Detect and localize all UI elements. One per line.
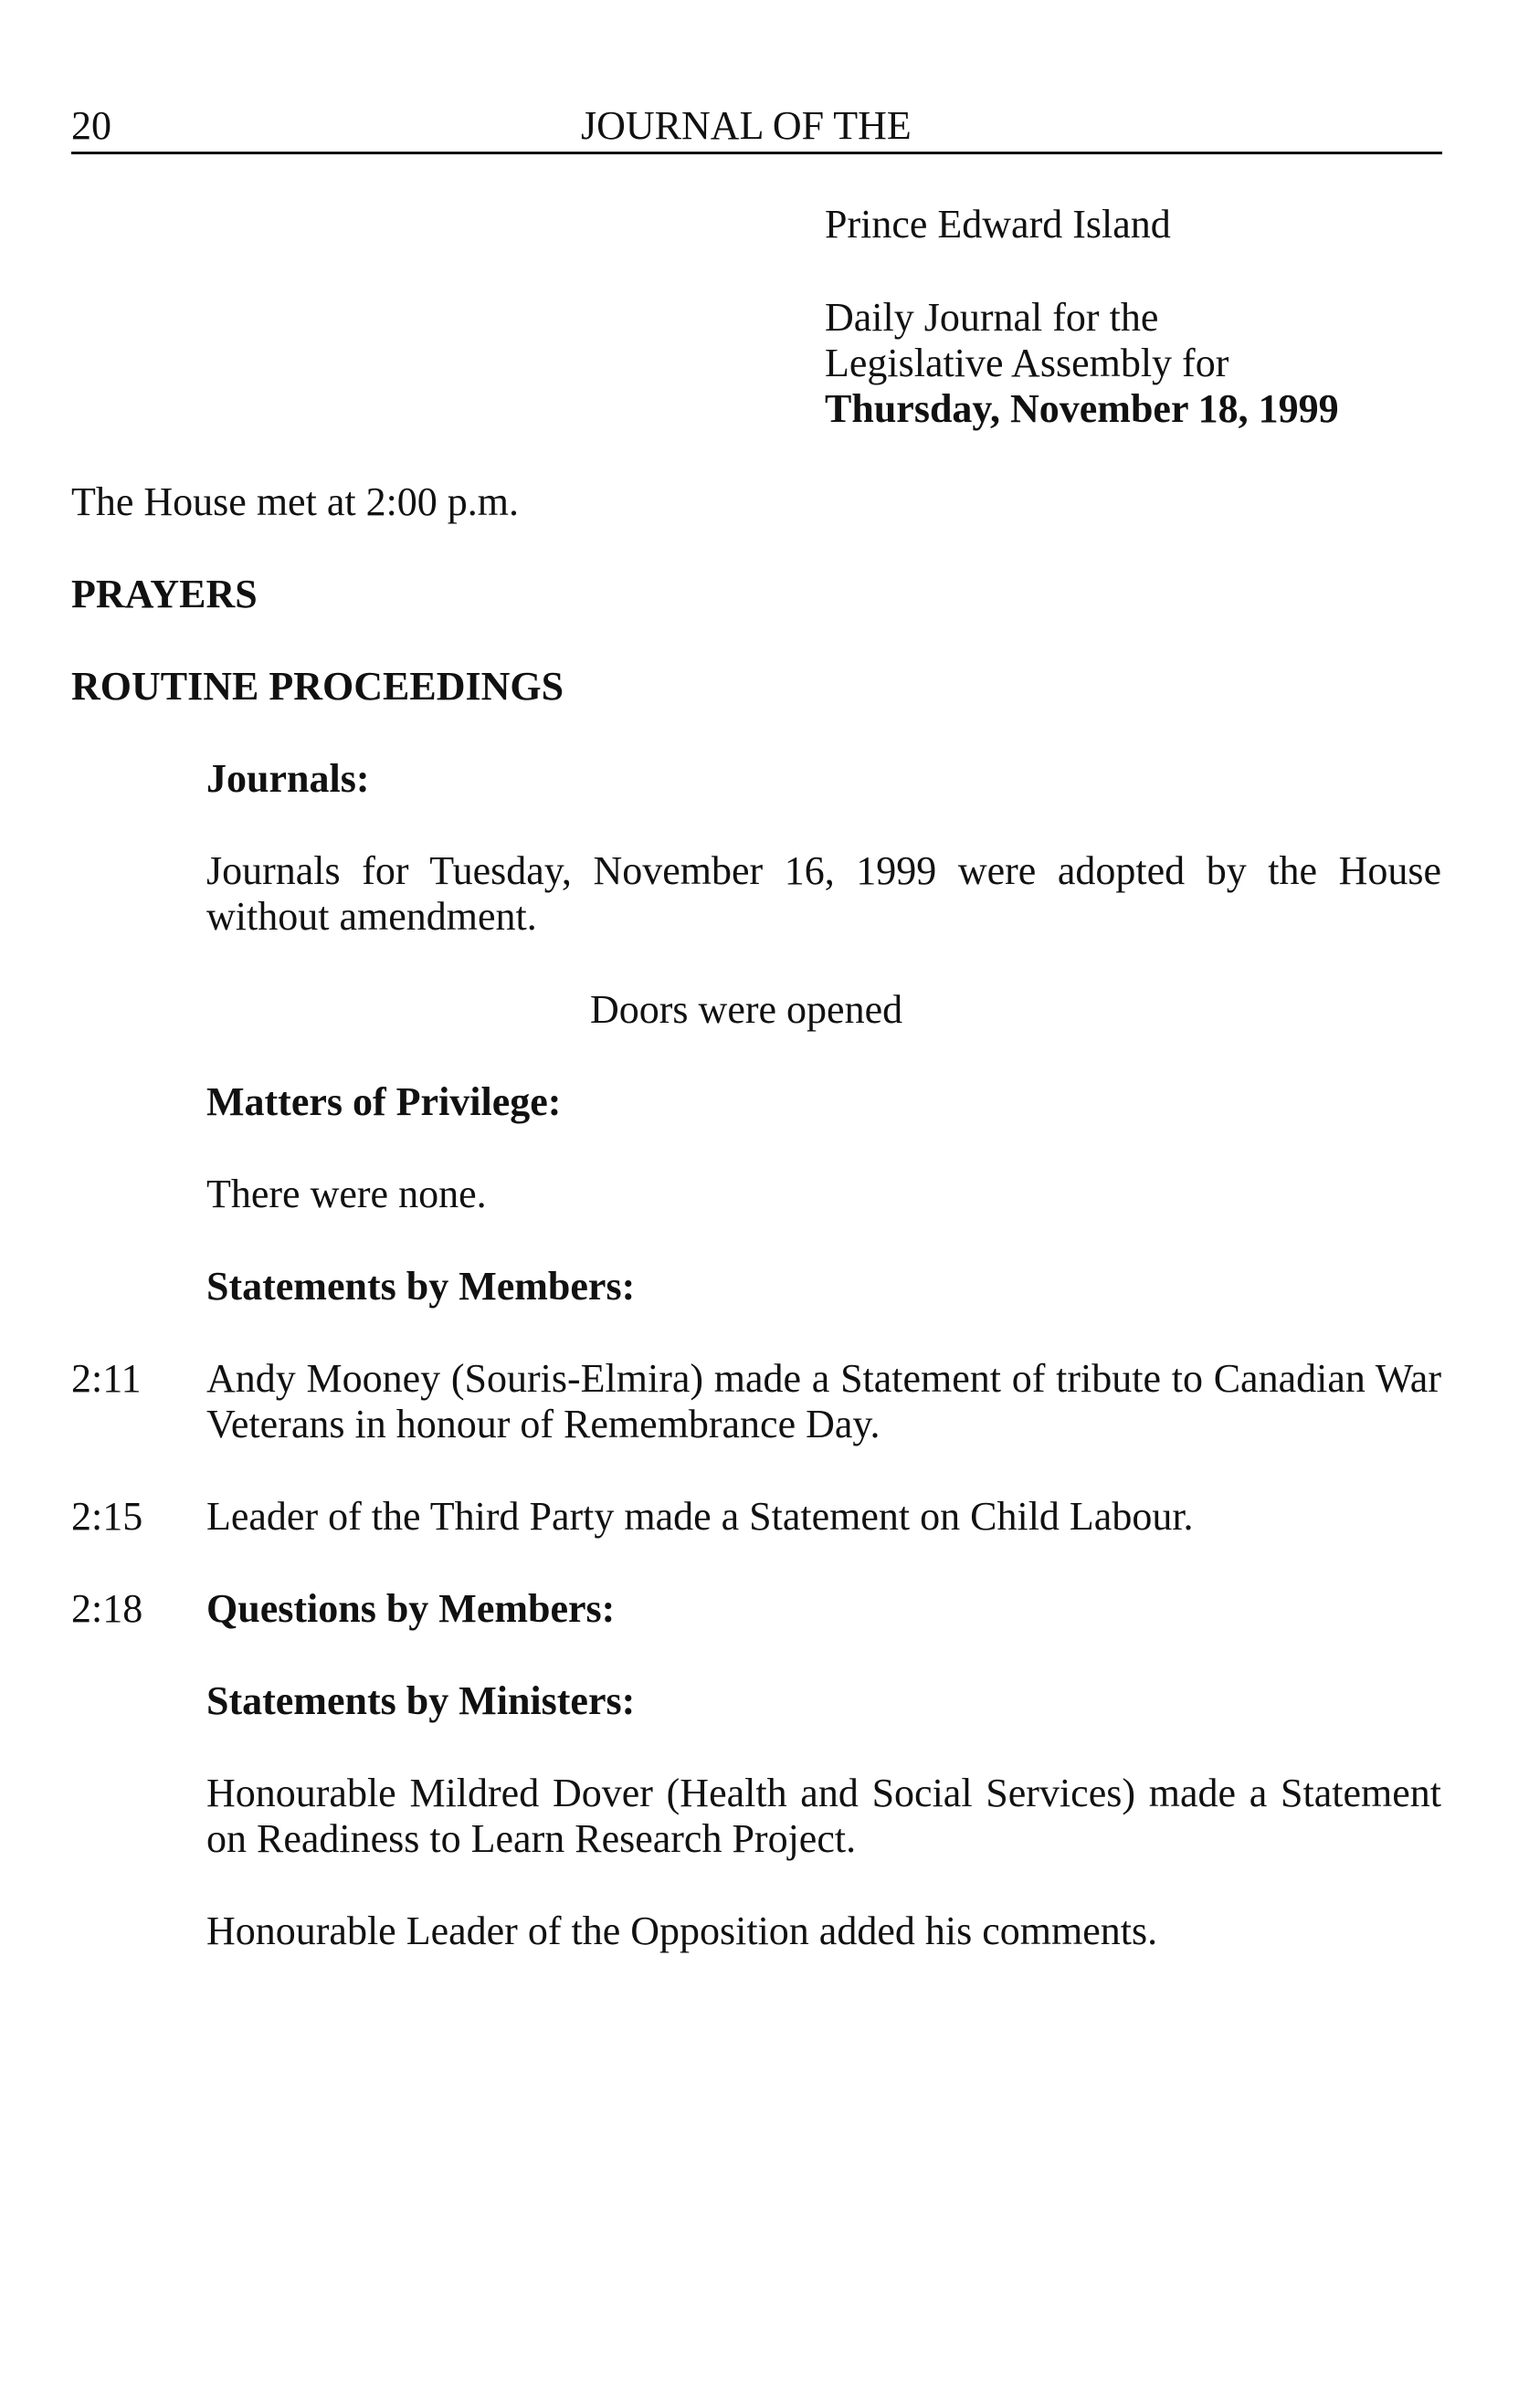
ministers-statement-text: Honourable Mildred Dover (Health and Social Services) made a Statement on Readiness to Learn Research Project.	[206, 1771, 1441, 1861]
questions-heading: Questions by Members:	[206, 1586, 616, 1631]
masthead-line2: Legislative Assembly for	[825, 341, 1229, 385]
journals-heading: Journals:	[206, 756, 370, 801]
masthead-province: Prince Edward Island	[825, 202, 1171, 247]
header-rule	[71, 152, 1442, 154]
page-number: 20	[71, 103, 111, 148]
section-routine-proceedings: ROUTINE PROCEEDINGS	[71, 664, 564, 709]
doors-opened: Doors were opened	[590, 987, 903, 1032]
ministers-statements-heading: Statements by Ministers:	[206, 1678, 636, 1723]
running-title: JOURNAL OF THE	[581, 103, 912, 148]
questions-time: 2:18	[71, 1586, 143, 1631]
privilege-heading: Matters of Privilege:	[206, 1079, 562, 1124]
journals-text: Journals for Tuesday, November 16, 1999 were adopted by the House without amendment.	[206, 848, 1441, 939]
masthead-line1: Daily Journal for the	[825, 295, 1159, 340]
section-prayers: PRAYERS	[71, 572, 258, 616]
entry-text: Leader of the Third Party made a Statement on Child Labour.	[206, 1494, 1194, 1539]
privilege-text: There were none.	[206, 1172, 487, 1216]
opposition-comment-text: Honourable Leader of the Opposition added his comments.	[206, 1909, 1158, 1953]
members-statements-heading: Statements by Members:	[206, 1264, 636, 1309]
entry-time: 2:15	[71, 1494, 143, 1539]
entry-time: 2:11	[71, 1356, 142, 1401]
opening-line: The House met at 2:00 p.m.	[71, 479, 520, 524]
entry-text: Andy Mooney (Souris-Elmira) made a Statement of tribute to Canadian War Veterans in honour of Remembrance Day.	[206, 1356, 1441, 1446]
masthead-date: Thursday, November 18, 1999	[825, 386, 1339, 431]
